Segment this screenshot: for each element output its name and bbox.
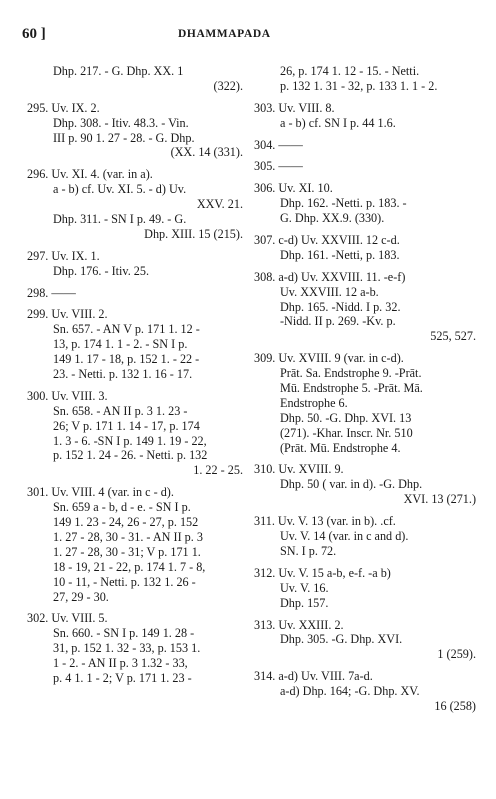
reference-entry [27,286,243,301]
entry-heading-line: 305. —— [254,159,303,174]
reference-entry [254,618,476,663]
left-column [27,64,243,686]
entry-heading-line: 314. a-d) Uv. VIII. 7a-d. [254,669,373,684]
entry-text-line: 18 - 19, 21 - 22, p. 174 1. 7 - 8, [53,559,206,574]
reference-entry [27,389,243,478]
reference-entry [254,138,476,153]
reference-entry [254,64,476,94]
entry-text-line: Sn. 659 a - b, d - e. - SN I p. [53,500,191,515]
entry-text-line: Dhp. 161. -Netti, p. 183. [280,247,400,262]
reference-entry [27,485,243,604]
entry-text-line: p. 152 1. 24 - 26. - Netti. p. 132 [53,448,208,463]
entry-heading-line: 298. —— [27,285,76,300]
entry-heading-line: 310. Uv. XVIII. 9. [254,462,344,477]
entry-text-line: Uv. V. 16. [280,580,329,595]
entry-text-line: Endstrophe 6. [280,395,348,410]
reference-entry [254,270,476,344]
entry-text-line: Mū. Endstrophe 5. -Prāt. Mā. [280,381,423,396]
entry-text-line: 31, p. 152 1. 32 - 33, p. 153 1. [53,641,201,656]
entry-text-line: Uv. XXVIII. 12 a-b. [280,284,379,299]
entry-text-line: 27, 29 - 30. [53,589,109,604]
reference-entry [27,64,243,94]
entry-text-line: 26, p. 174 1. 12 - 15. - Netti. [280,64,420,78]
reference-entry [254,566,476,611]
entry-text-line: 1 (259). [437,647,476,662]
reference-entry [27,101,243,161]
entry-text-line: (322). [213,78,243,93]
reference-entry [254,462,476,507]
entry-text-line: Dhp. 217. - G. Dhp. XX. 1 [53,64,184,78]
entry-text-line: 1. 27 - 28, 30 - 31; V p. 171 1. [53,544,201,559]
entry-heading-line: 300. Uv. VIII. 3. [27,388,108,403]
entry-text-line: Dhp. 50. -G. Dhp. XVI. 13 [280,410,412,425]
entry-text-line: 10 - 11, - Netti. p. 132 1. 26 - [53,574,196,589]
entry-text-line: a - b) cf. SN I p. 44 1.6. [280,115,396,130]
entry-text-line: Dhp. 176. - Itiv. 25. [53,263,150,278]
reference-entry [254,233,476,263]
reference-entry [254,101,476,131]
entry-heading-line: 301. Uv. VIII. 4 (var. in c - d). [27,485,174,500]
entry-text-line: a - b) cf. Uv. XI. 5. - d) Uv. [53,182,187,197]
entry-text-line: 26; V p. 171 1. 14 - 17, p. 174 [53,418,200,433]
reference-entry [27,307,243,381]
entry-text-line: III p. 90 1. 27 - 28. - G. Dhp. [53,130,195,145]
reference-entry [254,351,476,455]
entry-text-line: 149 1. 23 - 24, 26 - 27, p. 152 [53,515,199,530]
entry-text-line: SN. I p. 72. [280,543,337,558]
entry-text-line: G. Dhp. XX.9. (330). [280,211,385,226]
entry-heading-line: 304. —— [254,137,303,152]
entry-text-line: Dhp. 308. - Itiv. 48.3. - Vin. [53,115,189,130]
entry-text-line: (Prāt. Mū. Endstrophe 4. [280,440,401,455]
entry-text-line: p. 4 1. 1 - 2; V p. 171 1. 23 - [53,670,192,685]
entry-heading-line: 303. Uv. VIII. 8. [254,100,335,115]
running-title: DHAMMAPADA [178,28,271,40]
entry-text-line: XVI. 13 (271.) [403,492,476,507]
entry-text-line: 23. - Netti. p. 132 1. 16 - 17. [53,367,193,382]
entry-text-line: Dhp. 305. -G. Dhp. XVI. [280,632,403,647]
entry-text-line: Dhp. XIII. 15 (215). [144,226,243,241]
entry-text-line: Sn. 657. - AN V p. 171 1. 12 - [53,322,200,337]
entry-text-line: 13, p. 174 1. 1 - 2. - SN I p. [53,337,188,352]
entry-text-line: -Nidd. II p. 269. -Kv. p. [280,314,396,329]
entry-heading-line: 307. c-d) Uv. XXVIII. 12 c-d. [254,233,400,248]
reference-entry [254,181,476,226]
entry-text-line: (271). -Khar. Inscr. Nr. 510 [280,425,413,440]
entry-text-line: 1. 22 - 25. [193,463,243,478]
entry-heading-line: 309. Uv. XVIII. 9 (var. in c-d). [254,351,404,366]
entry-text-line: Dhp. 162. -Netti. p. 183. - [280,196,407,211]
entry-text-line: a-d) Dhp. 164; -G. Dhp. XV. [280,684,420,699]
reference-entry [27,611,243,685]
entry-text-line: Prāt. Sa. Endstrophe 9. -Prāt. [280,366,422,381]
page-number: 60 ] [22,26,46,42]
entry-heading-line: 295. Uv. IX. 2. [27,100,100,115]
entry-heading-line: 296. Uv. XI. 4. (var. in a). [27,167,153,182]
entry-text-line: Dhp. 50 ( var. in d). -G. Dhp. [280,477,423,492]
entry-text-line: Sn. 658. - AN II p. 3 1. 23 - [53,403,188,418]
entry-heading-line: 306. Uv. XI. 10. [254,181,333,196]
entry-text-line: 525, 527. [430,329,476,344]
entry-text-line: XXV. 21. [196,197,243,212]
entry-text-line: 1. 27 - 28, 30 - 31. - AN II p. 3 [53,529,203,544]
reference-entry [27,249,243,279]
entry-heading-line: 308. a-d) Uv. XXVIII. 11. -e-f) [254,269,406,284]
entry-heading-line: 297. Uv. IX. 1. [27,248,100,263]
reference-entry [27,167,243,241]
entry-heading-line: 302. Uv. VIII. 5. [27,611,108,626]
reference-entry [254,159,476,174]
entry-heading-line: 311. Uv. V. 13 (var. in b). .cf. [254,514,396,529]
entry-text-line: 16 (258) [434,698,476,713]
entry-text-line: (XX. 14 (331). [170,145,243,160]
right-column [254,64,476,714]
entry-text-line: Dhp. 157. [280,595,329,610]
reference-entry [254,514,476,559]
entry-text-line: Uv. V. 14 (var. in c and d). [280,529,409,544]
entry-text-line: Sn. 660. - SN I p. 149 1. 28 - [53,626,195,641]
entry-text-line: Dhp. 311. - SN I p. 49. - G. [53,212,187,227]
entry-heading-line: 312. Uv. V. 15 a-b, e-f. -a b) [254,565,391,580]
entry-heading-line: 299. Uv. VIII. 2. [27,307,108,322]
reference-entry [254,669,476,714]
entry-heading-line: 313. Uv. XXIII. 2. [254,617,344,632]
entry-text-line: 1. 3 - 6. -SN I p. 149 1. 19 - 22, [53,433,207,448]
entry-text-line: 149 1. 17 - 18, p. 152 1. - 22 - [53,352,200,367]
entry-text-line: 1 - 2. - AN II p. 3 1.32 - 33, [53,656,188,671]
entry-text-line: p. 132 1. 31 - 32, p. 133 1. 1 - 2. [280,78,438,93]
entry-text-line: Dhp. 165. -Nidd. I p. 32. [280,299,401,314]
page-header [22,26,472,46]
